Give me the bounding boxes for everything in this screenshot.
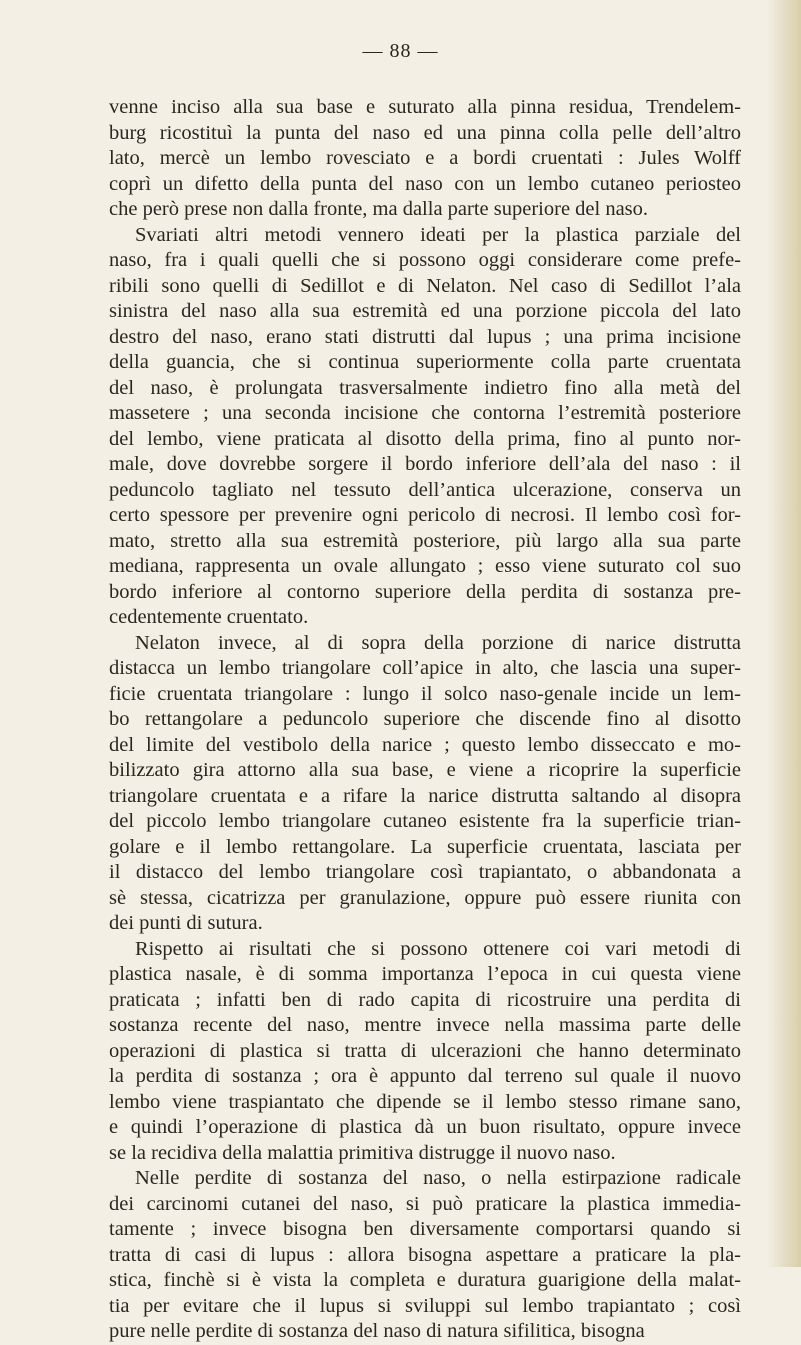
text-line: triangolare cruentata e a rifare la narice distrutta saltando al disopra	[109, 784, 741, 807]
text-body	[109, 95, 741, 1345]
text-line: peduncolo tagliato nel tessuto dell’antica ulcerazione, conserva un	[109, 478, 741, 501]
text-line: distacca un lembo triangolare coll’apice in alto, che lascia una super-	[109, 657, 741, 679]
text-line: tia per evitare che il lupus si sviluppi sul lembo trapiantato ; così	[109, 1294, 741, 1317]
text-line: cedentemente cruentato.	[109, 606, 309, 628]
text-line: dei punti di sutura.	[109, 912, 263, 934]
text-line: ficie cruentata triangolare : lungo il solco naso-genale incide un lem-	[109, 682, 741, 705]
page-number: — 88 —	[362, 40, 439, 62]
text-line: destro del naso, erano stati distrutti dal lupus ; una prima incisione	[109, 325, 741, 348]
text-line: plastica nasale, è di somma importanza l’epoca in cui questa viene	[109, 963, 741, 985]
text-line: tratta di casi di lupus : allora bisogna aspettare a praticare la pla-	[109, 1243, 741, 1266]
text-line: burg ricostituì la punta del naso ed una pinna colla pelle dell’altro	[109, 121, 741, 144]
text-line: se la recidiva della malattia primitiva distrugge il nuovo naso.	[109, 1141, 616, 1164]
text-line: e quindi l’operazione di plastica dà un buon risultato, oppure invece	[109, 1116, 741, 1138]
text-line: il distacco del lembo triangolare così trapiantato, o abbandonata a	[109, 861, 741, 883]
text-line: stica, finchè si è vista la completa e duratura guarigione della malat-	[109, 1269, 741, 1291]
paragraph	[109, 631, 741, 937]
text-line: dei carcinomi cutanei del naso, si può praticare la plastica immedia-	[109, 1192, 741, 1215]
text-line: golare e il lembo rettangolare. La superficie cruentata, lasciata per	[109, 835, 741, 858]
text-line: mediana, rappresenta un ovale allungato ; esso viene suturato col suo	[109, 555, 741, 577]
text-line: venne inciso alla sua base e suturato alla pinna residua, Trendelem-	[109, 96, 741, 118]
text-line: bo rettangolare a peduncolo superiore che discende fino al disotto	[109, 708, 741, 730]
text-line: la perdita di sostanza ; ora è appunto dal terreno sul quale il nuovo	[109, 1065, 741, 1087]
text-line: lembo viene traspiantato che dipende se il lembo stesso rimane sano,	[109, 1090, 741, 1113]
text-line: Nelle perdite di sostanza del naso, o nella estirpazione radicale	[135, 1167, 741, 1189]
paragraph	[109, 223, 741, 631]
text-line: ribili sono quelli di Sedillot e di Nelaton. Nel caso di Sedillot l’ala	[109, 274, 741, 297]
text-line: bordo inferiore al contorno superiore della perdita di sostanza pre-	[109, 580, 741, 603]
text-line: sostanza recente del naso, mentre invece nella massima parte delle	[109, 1014, 741, 1036]
text-line: naso, fra i quali quelli che si possono oggi considerare come prefe-	[109, 249, 741, 271]
paragraph	[109, 95, 741, 223]
text-line: operazioni di plastica si tratta di ulcerazioni che hanno determinato	[109, 1039, 741, 1062]
text-line: del lembo, viene praticata al disotto della prima, fino al punto nor-	[109, 427, 741, 450]
text-line: del naso, è prolungata trasversalmente indietro fino alla metà del	[109, 376, 741, 399]
text-line: Rispetto ai risultati che si possono ottenere coi vari metodi di	[135, 937, 741, 960]
text-line: massetere ; una seconda incisione che contorna l’estremità posteriore	[109, 402, 741, 424]
text-line: del piccolo lembo triangolare cutaneo esistente fra la superficie trian-	[109, 810, 741, 832]
text-line: male, dove dovrebbe sorgere il bordo inferiore dell’ala del naso : il	[109, 453, 741, 475]
text-line: mato, stretto alla sua estremità posteriore, più largo alla sua parte	[109, 529, 741, 552]
text-line: certo spessore per prevenire ogni pericolo di necrosi. Il lembo così for-	[109, 504, 741, 526]
text-line: tamente ; invece bisogna ben diversamente comportarsi quando si	[109, 1218, 741, 1240]
text-line: sè stessa, cicatrizza per granulazione, oppure può essere riunita con	[109, 886, 741, 909]
text-line: che però prese non dalla fronte, ma dalla parte superiore del naso.	[109, 198, 649, 220]
text-line: Svariati altri metodi vennero ideati per la plastica parziale del	[135, 223, 741, 246]
text-line: pure nelle perdite di sostanza del naso di natura sifilitica, bisogna	[109, 1320, 645, 1342]
page-edge-shadow	[767, 0, 801, 1267]
text-line: Nelaton invece, al di sopra della porzione di narice distrutta	[135, 631, 741, 654]
text-line: sinistra del naso alla sua estremità ed una porzione piccola del lato	[109, 300, 741, 322]
text-line: praticata ; infatti ben di rado capita di ricostruire una perdita di	[109, 988, 741, 1011]
text-line: bilizzato gira attorno alla sua base, e viene a ricoprire la superficie	[109, 759, 741, 781]
text-line: della guancia, che si continua superiormente colla parte cruentata	[109, 351, 741, 373]
paragraph	[109, 1166, 741, 1345]
text-line: coprì un difetto della punta del naso con un lembo cutaneo periosteo	[109, 172, 741, 195]
text-line: lato, mercè un lembo rovesciato e a bordi cruentati : Jules Wolff	[109, 147, 741, 169]
text-line: del limite del vestibolo della narice ; questo lembo disseccato e mo-	[109, 733, 741, 756]
paragraph	[109, 937, 741, 1167]
